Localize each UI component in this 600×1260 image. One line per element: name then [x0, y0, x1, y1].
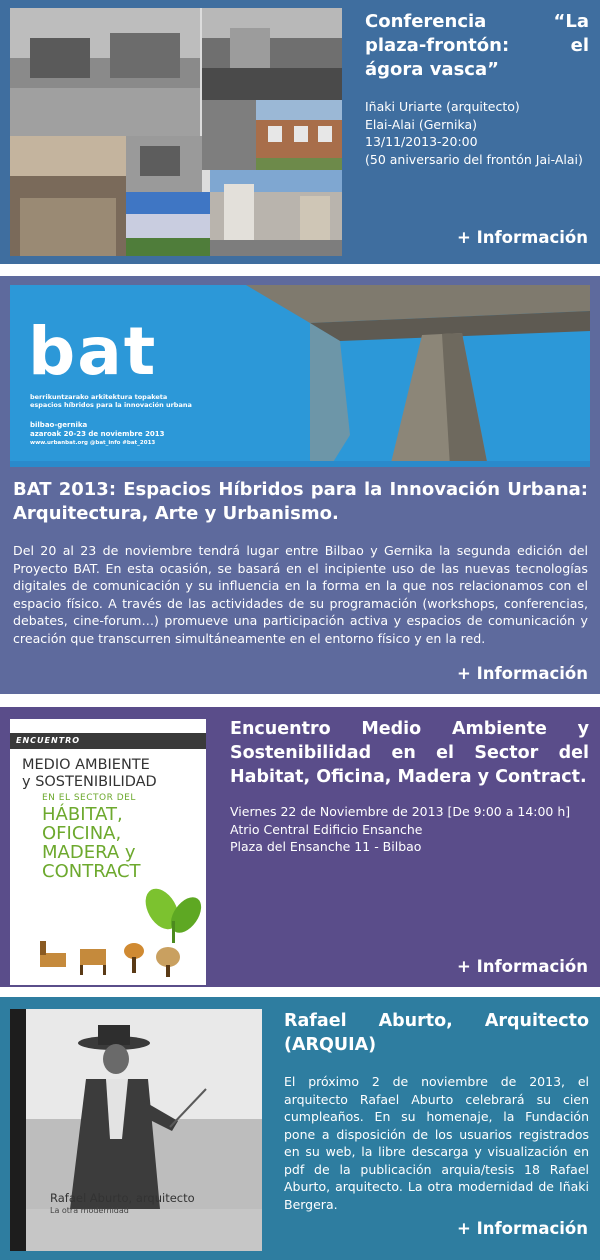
more-info-link[interactable]: + Información — [457, 228, 588, 247]
cover-line: MADERA y — [42, 842, 136, 863]
card-body: El próximo 2 de noviembre de 2013, el arquitecto Rafael Aburto celebrará su cien cumpleaños. En su homenaje, la Fundación pone a disposición de los usuarios registrados en su web, la libre descarga y visualización en pdf de la publicación arquia/tesis 18 Rafael Aburto, arquitecto. La otra modernidad de Iñaki Bergera. — [284, 1074, 589, 1212]
bat-dates: azaroak 20-23 de noviembre 2013 — [30, 430, 165, 438]
bat-links: www.urbanbat.org @bat_info #bat_2013 — [30, 440, 156, 446]
bat-logo: bat — [28, 313, 158, 390]
encuentro-cover-image[interactable] — [10, 719, 206, 985]
cover-heading — [22, 757, 157, 791]
encuentro-text — [230, 717, 589, 856]
cover-title: Rafael Aburto, arquitecto — [50, 1191, 195, 1205]
fronton-collage-image[interactable] — [10, 8, 342, 256]
detail-line: Elai-Alai (Gernika) — [365, 116, 477, 132]
detail-line: 13/11/2013-20:00 — [365, 134, 478, 149]
cover-subtitle: La otra modernidad — [50, 1206, 129, 1215]
news-card-rafael-aburto — [0, 997, 600, 1260]
cover-line: CONTRACT — [42, 861, 141, 882]
cover-line: y SOSTENIBILIDAD — [22, 774, 157, 790]
more-info-link[interactable]: + Información — [457, 664, 588, 683]
card-body: Del 20 al 23 de noviembre tendrá lugar entre Bilbao y Gernika la segunda edición del Proyecto BAT. En esta ocasión, se basará en el incipiente uso de las nuevas tecnologías digitales de comunicación y su influencia en la forma en la que nos relacionamos con el espacio físico. A través de las actividades de su programación (workshops, conferencias, debates, cine-forum…) promueve una participación activa y espacios de comunicación y creación que transcurren simultáneamente en el entorno físico y en la red. — [13, 543, 588, 646]
aburto-cover-image[interactable] — [10, 1009, 262, 1251]
cover-sub: EN EL SECTOR DEL — [42, 793, 136, 803]
news-card-bat-2013 — [0, 276, 600, 694]
detail-line: Plaza del Ensanche 11 - Bilbao — [230, 839, 422, 854]
detail-line: Atrio Central Edificio Ensanche — [230, 821, 423, 837]
detail-line: Viernes 22 de Noviembre de 2013 [De 9:00 a 14:00 h] — [230, 804, 571, 819]
conferencia-text — [365, 10, 589, 168]
collage-graphic — [10, 8, 342, 256]
news-card-encuentro — [0, 707, 600, 987]
card-title[interactable]: Rafael Aburto, Arquitecto (ARQUIA) — [284, 1011, 589, 1055]
more-info-link[interactable]: + Información — [457, 957, 588, 976]
bat-event-info — [30, 421, 165, 448]
detail-line: Iñaki Uriarte (arquitecto) — [365, 99, 520, 114]
bat-tagline-2: espacios híbridos para la innovación urbana — [30, 401, 192, 409]
bat-tagline-1: berrikuntzarako arkitektura topaketa — [30, 393, 168, 401]
portrait-graphic — [10, 1009, 262, 1251]
card-details — [230, 803, 589, 856]
cover-line: MEDIO AMBIENTE — [22, 757, 150, 773]
card-details — [365, 98, 589, 168]
cover-tag: ENCUENTRO — [16, 736, 81, 745]
card-title[interactable]: Encuentro Medio Ambiente y Sostenibilidad en el Sector del Habitat, Oficina, Madera y Contract. — [230, 719, 589, 787]
bat-banner-image[interactable] — [10, 285, 590, 467]
furniture-graphic — [10, 869, 206, 985]
cover-line: OFICINA, — [42, 823, 122, 844]
detail-line: (50 aniversario del frontón Jai-Alai) — [365, 151, 583, 167]
news-card-conferencia — [0, 0, 600, 264]
bat-tagline — [30, 393, 192, 409]
cover-line: HÁBITAT, — [42, 804, 123, 825]
card-title[interactable]: BAT 2013: Espacios Híbridos para la Innovación Urbana: Arquitectura, Arte y Urbanismo. — [13, 479, 588, 524]
more-info-link[interactable]: + Información — [457, 1219, 588, 1238]
card-title[interactable]: Conferencia “La plaza-frontón: el ágora vasca” — [365, 11, 589, 80]
bat-city: bilbao-gernika — [30, 421, 88, 429]
aburto-text — [284, 1009, 589, 1213]
